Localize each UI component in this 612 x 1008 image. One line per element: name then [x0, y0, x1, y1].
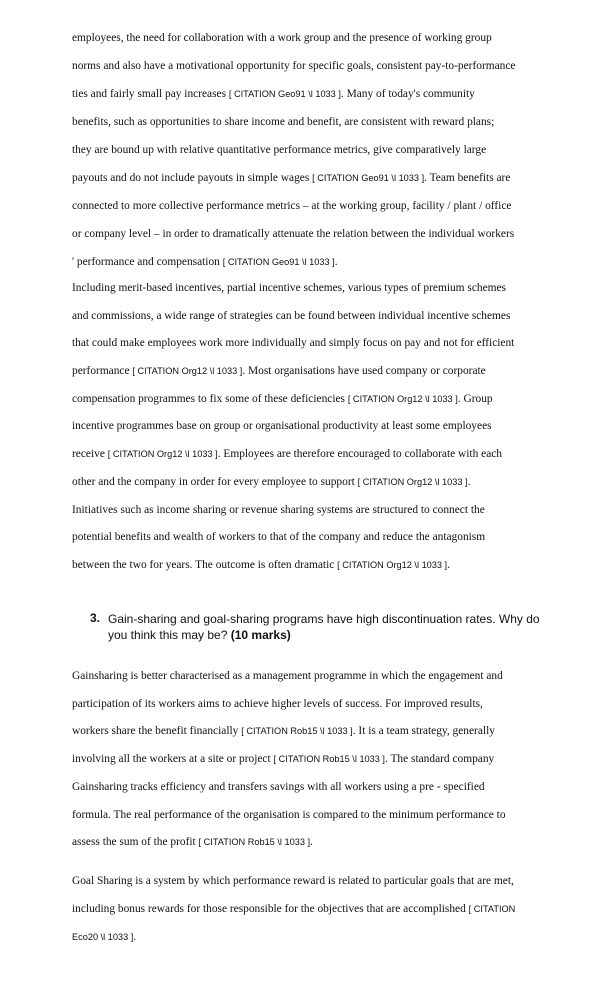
- para1-line-4: benefits, such as opportunities to share income and benefit, are consistent with reward plans;: [72, 116, 495, 128]
- para1-line-6-text: payouts and do not include payouts in simple wages: [72, 172, 313, 184]
- para2-line-10: potential benefits and wealth of workers to that of the company and reduce the antagonism: [72, 531, 486, 543]
- para4-line-2-text: including bonus rewards for those responsible for the objectives that are accomplished: [72, 903, 469, 915]
- citation-field: [ CITATION: [468, 904, 516, 914]
- para1-line-1: employees, the need for collaboration with a work group and the presence of working group: [72, 32, 492, 44]
- question-line-1: Gain-sharing and goal-sharing programs have high discontinuation rates. Why do: [108, 612, 540, 626]
- para2-line-8-text: other and the company in order for every employee to support: [72, 476, 358, 488]
- para3-line-6: formula. The real performance of the organisation is compared to the minimum performance to: [72, 809, 506, 821]
- para2-line-8-tail: .: [467, 476, 471, 488]
- citation-field: [ CITATION Rob15 \l 1033 ]: [198, 837, 311, 847]
- para1-line-2: norms and also have a motivational opportunity for specific goals, consistent pay-to-performance: [72, 60, 516, 72]
- para2-line-7-tail: . Employees are therefore encouraged to collaborate with each: [217, 448, 502, 460]
- para1-line-9-tail: .: [334, 256, 338, 268]
- citation-field: [ CITATION Rob15 \l 1033 ]: [273, 754, 385, 764]
- citation-field: [ CITATION Org12 \l 1033 ]: [107, 449, 218, 459]
- para1-line-5: they are bound up with relative quantitative performance metrics, give comparatively large: [72, 144, 487, 156]
- para3-line-1: Gainsharing is better characterised as a management programme in which the engagement and: [72, 670, 503, 682]
- para3-line-3-text: workers share the benefit financially: [72, 725, 242, 737]
- para3-line-4-tail: . The standard company: [384, 753, 495, 765]
- para2-line-4-text: performance: [72, 365, 133, 377]
- citation-field: [ CITATION Org12 \l 1033 ]: [347, 394, 458, 404]
- citation-field: Eco20 \l 1033 ]: [72, 932, 134, 942]
- para2-line-9: Initiatives such as income sharing or revenue sharing systems are structured to connect the: [72, 504, 485, 516]
- citation-field: [ CITATION Geo91 \l 1033 ]: [228, 89, 341, 99]
- para2-line-11-text: between the two for years. The outcome is often dramatic: [72, 559, 338, 571]
- para1-line-6-tail: . Team benefits are: [424, 172, 511, 184]
- para3-line-2: participation of its workers aims to achieve higher levels of success. For improved results,: [72, 698, 483, 710]
- para4-line-1: Goal Sharing is a system by which performance reward is related to particular goals that are met,: [72, 875, 514, 887]
- para2-line-5-text: compensation programmes to fix some of these deficiencies: [72, 393, 348, 405]
- citation-field: [ CITATION Org12 \l 1033 ]: [132, 366, 243, 376]
- para2-line-2: and commissions, a wide range of strategies can be found between individual incentive schemes: [72, 310, 511, 322]
- para2-line-4-tail: . Most organisations have used company or corporate: [242, 365, 486, 377]
- para3-line-3-tail: . It is a team strategy, generally: [352, 725, 495, 737]
- question-number: 3.: [90, 611, 101, 625]
- para4-line-3-tail: .: [133, 931, 137, 943]
- para3-line-7-tail: .: [310, 836, 313, 848]
- para2-line-3: that could make employees work more individually and simply focus on pay and not for efficient: [72, 337, 515, 349]
- question-heading: [108, 611, 548, 643]
- citation-field: [ CITATION Geo91 \l 1033 ]: [222, 257, 335, 267]
- para1-line-8: or company level – in order to dramatically attenuate the relation between the individual workers: [72, 228, 515, 240]
- para2-line-7-text: receive: [72, 448, 108, 460]
- para1-line-7: connected to more collective performance metrics – at the working group, facility / plant / office: [72, 200, 512, 212]
- citation-field: [ CITATION Rob15 \l 1033 ]: [241, 726, 353, 736]
- para2-line-11-tail: .: [447, 559, 450, 571]
- para1-line-9-text: ' performance and compensation: [72, 256, 223, 268]
- question-marks: (10 marks): [230, 628, 291, 642]
- citation-field: [ CITATION Org12 \l 1033 ]: [357, 477, 468, 487]
- question-line-2: you think this may be?: [108, 628, 231, 642]
- para3-line-5: Gainsharing tracks efficiency and transfers savings with all workers using a pre - specified: [72, 781, 485, 793]
- para3-line-7-text: assess the sum of the profit: [72, 836, 199, 848]
- citation-field: [ CITATION Org12 \l 1033 ]: [337, 560, 448, 570]
- para1-line-3-text: ties and fairly small pay increases: [72, 88, 229, 100]
- para1-line-3-tail: . Many of today's community: [340, 88, 475, 100]
- citation-field: [ CITATION Geo91 \l 1033 ]: [312, 173, 425, 183]
- para2-line-1: Including merit-based incentives, partial incentive schemes, various types of premium schemes: [72, 282, 506, 294]
- para2-line-5-tail: . Group: [457, 393, 493, 405]
- para3-line-4-text: involving all the workers at a site or project: [72, 753, 274, 765]
- para2-line-6: incentive programmes base on group or organisational productivity at least some employees: [72, 420, 492, 432]
